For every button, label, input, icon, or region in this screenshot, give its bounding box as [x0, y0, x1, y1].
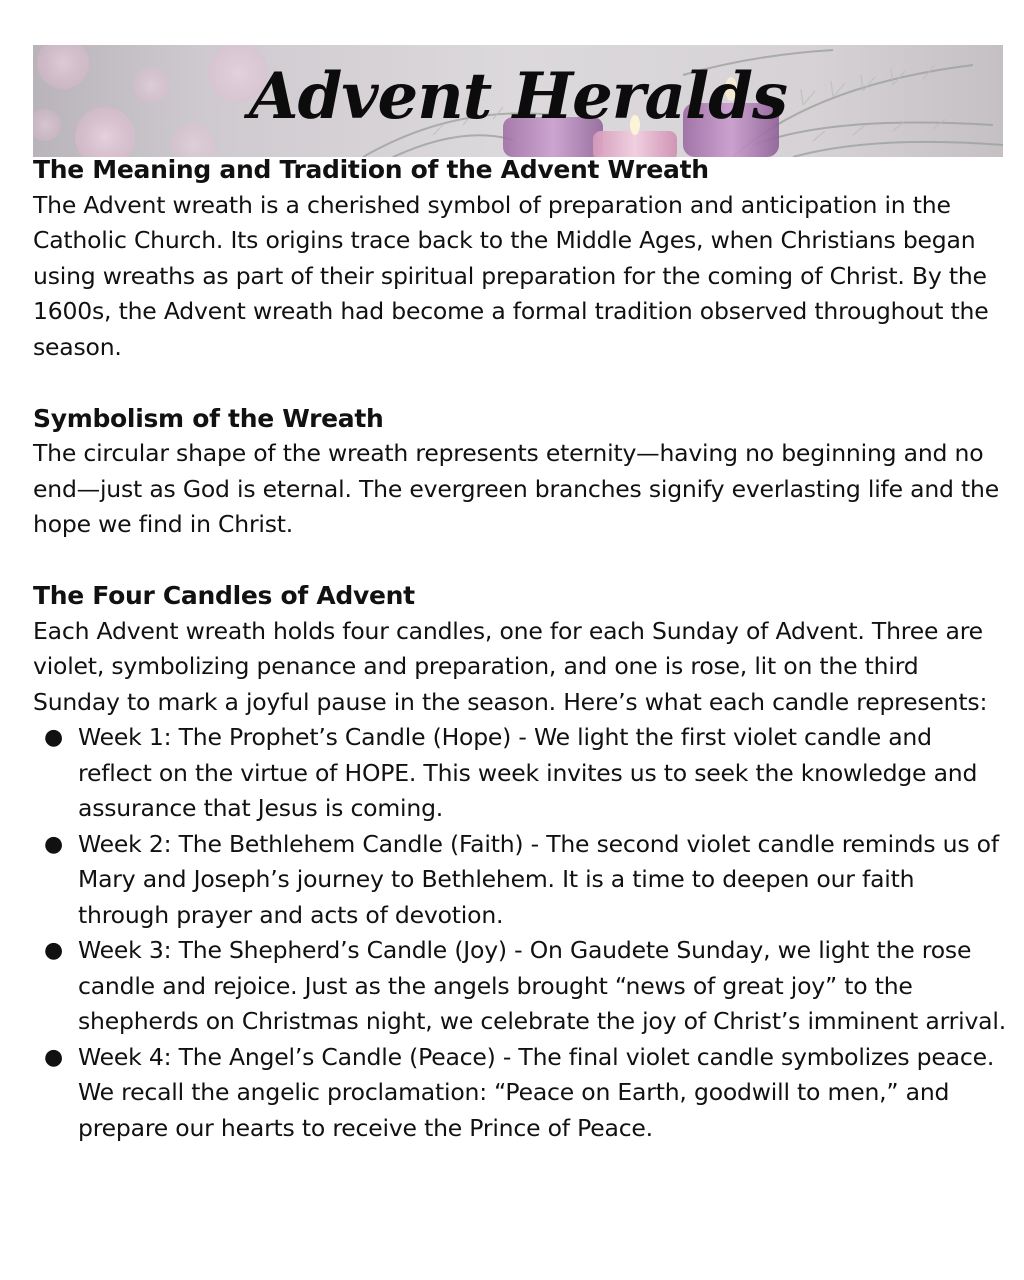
article-body [33, 152, 1008, 1146]
list-item [44, 827, 1008, 934]
candle-week-1-text: Week 1: The Prophet’s Candle (Hope) - We light the first violet candle and reflect on the virtue of HOPE. This week invites us to seek the knowledge and assurance that Jesus is coming. [78, 723, 978, 822]
section-heading-candles: The Four Candles of Advent [33, 581, 415, 610]
section-heading-meaning: The Meaning and Tradition of the Advent Wreath [33, 155, 709, 184]
list-item [44, 1040, 1008, 1147]
page-title: Advent Heralds [248, 59, 788, 134]
candle-week-4-text: Week 4: The Angel’s Candle (Peace) - The final violet candle symbolizes peace. We recall the angelic proclamation: “Peace on Earth, goodwill to men,” and prepare our hearts to receive the Prince of Peace. [78, 1042, 995, 1142]
bullet-icon: ● [44, 1044, 63, 1070]
spacer [33, 543, 1008, 579]
list-item [44, 933, 1008, 1040]
bullet-icon: ● [44, 831, 63, 857]
section-text-meaning: The Advent wreath is a cherished symbol of preparation and anticipation in the Catholic Church. Its origins trace back to the Middle Ages, when Christians began using wreaths as part of their spiritual preparation for the coming of Christ. By the 1600s, the Advent wreath had become a formal tradition observed throughout the season. [33, 190, 989, 361]
bullet-icon: ● [44, 725, 63, 750]
section-heading-symbolism: Symbolism of the Wreath [33, 403, 384, 433]
candle-week-3-text: Week 3: The Shepherd’s Candle (Joy) - On Gaudete Sunday, we light the rose candle and rejoice. Just as the angels brought “news of great joy” to the shepherds on Christmas night, we celebrate the joy of Christ’s imminent arrival. [78, 936, 1006, 1035]
bullet-icon: ● [44, 938, 63, 963]
spacer [33, 365, 1008, 401]
header-banner [33, 45, 1003, 157]
section-text-symbolism: The circular shape of the wreath represents eternity—having no beginning and no end—just as God is eternal. The evergreen branches signify everlasting life and the hope we find in Christ. [33, 439, 999, 538]
list-item [44, 720, 1008, 827]
candle-list [33, 720, 1008, 1146]
section-text-candles: Each Advent wreath holds four candles, one for each Sunday of Advent. Three are violet, symbolizing penance and preparation, and one is rose, lit on the third Sunday to mark a joyful pause in the season. Here’s what each candle represents: [33, 616, 988, 716]
candle-week-2-text: Week 2: The Bethlehem Candle (Faith) - The second violet candle reminds us of Mary and Joseph’s journey to Bethlehem. It is a time to deepen our faith through prayer and acts of devotion. [78, 829, 999, 929]
